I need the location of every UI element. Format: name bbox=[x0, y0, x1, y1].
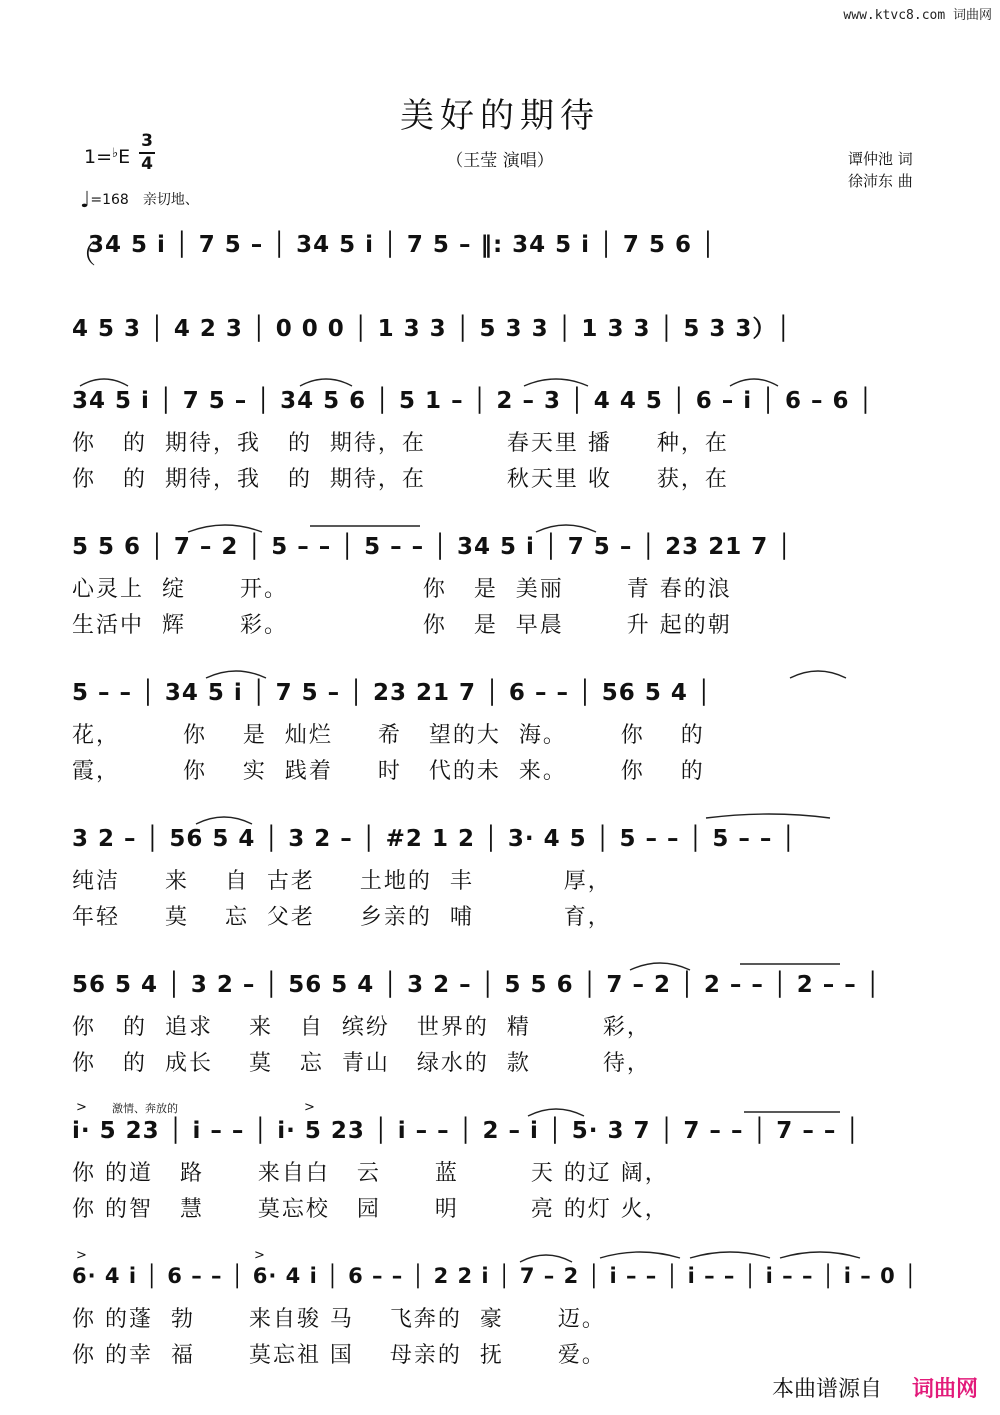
footer-site-link[interactable]: 词曲网 bbox=[911, 1377, 978, 1402]
notes-row-2: 4 5 3 │ 4 2 3 │ 0 0 0 │ 1 3 3 │ 5 3 3 │ 1 3 3 │ 5 3 3）│ bbox=[72, 316, 792, 342]
accent-mark: > bbox=[76, 1100, 87, 1115]
lyric-row-4-verse-1: 心灵上 绽 开。 你 是 美丽 青 春的浪 bbox=[72, 577, 732, 602]
time-signature-bottom: 4 bbox=[141, 154, 153, 174]
notes-row-3: 34 5 i │ 7 5 – │ 34 5 6 │ 5 1 – │ 2 – 3 │ 4 4 5 │ 6 – i │ 6 – 6 │ bbox=[72, 388, 874, 414]
lyric-row-6-verse-2: 年轻 莫 忘 父老 乡亲的 哺 育， bbox=[72, 905, 612, 930]
lyric-row-4-verse-2: 生活中 辉 彩。 你 是 早晨 升 起的朝 bbox=[72, 613, 732, 638]
notes-row-9: 6· 4 i │ 6 – – │ 6· 4 i │ 6 – – │ 2 2 i │ 7 – 2 │ i – – │ i – – │ i – – │ i – 0 │ bbox=[72, 1264, 918, 1288]
lyric-row-5-verse-2: 霞， 你 实 践着 时 代的未 来。 你 的 bbox=[72, 759, 705, 784]
lyric-row-9-verse-2: 你 的幸 福 莫忘祖 国 母亲的 抚 爱。 bbox=[72, 1343, 606, 1368]
footer-source-label: 本曲谱源自 bbox=[771, 1377, 882, 1402]
accent-mark: > bbox=[254, 1248, 265, 1263]
key-prefix: 1= bbox=[84, 146, 113, 168]
song-title: 美好的期待 bbox=[400, 96, 600, 136]
lyric-row-9-verse-1: 你 的蓬 勃 来自骏 马 飞奔的 豪 迈。 bbox=[72, 1307, 606, 1332]
lyric-row-8-verse-1: 你 的道 路 来自白 云 蓝 天 的辽 阔， bbox=[72, 1161, 669, 1186]
lyric-row-7-verse-1: 你 的 追求 来 自 缤纷 世界的 精 彩， bbox=[72, 1015, 651, 1040]
notes-row-5: 5 – – │ 34 5 i │ 7 5 – │ 23 21 7 │ 6 – – │ 56 5 4 │ bbox=[72, 680, 712, 706]
notes-row-4: 5 5 6 │ 7 – 2 │ 5 – – │ 5 – – │ 34 5 i │ 7 5 – │ 23 21 7 │ bbox=[72, 534, 793, 560]
lyric-row-3-verse-2: 你 的 期待，我 的 期待，在 秋天里 收 获，在 bbox=[72, 467, 729, 492]
notes-row-7: 56 5 4 │ 3 2 – │ 56 5 4 │ 3 2 – │ 5 5 6 │ 7 – 2 │ 2 – – │ 2 – – │ bbox=[72, 972, 881, 998]
notes-row-8: i· 5 23 │ i – – │ i· 5 23 │ i – – │ 2 – i │ 5· 3 7 │ 7 – – │ 7 – – │ bbox=[72, 1118, 861, 1144]
intro-paren: （ bbox=[70, 240, 97, 270]
performer: （王莹 演唱） bbox=[446, 151, 554, 171]
lyric-row-5-verse-1: 花， 你 是 灿烂 希 望的大 海。 你 的 bbox=[72, 723, 705, 748]
accent-mark: > bbox=[304, 1100, 315, 1115]
lyric-row-8-verse-2: 你 的智 慧 莫忘校 园 明 亮 的灯 火， bbox=[72, 1197, 669, 1222]
notes-row-1: 34 5 i │ 7 5 – │ 34 5 i │ 7 5 – ‖: 34 5 i │ 7 5 6 │ bbox=[88, 232, 716, 258]
expression-mark: 激情、奔放的 bbox=[112, 1102, 178, 1115]
lyric-row-7-verse-2: 你 的 成长 莫 忘 青山 绿水的 款 待， bbox=[72, 1051, 651, 1076]
flat-sign: ♭ bbox=[112, 146, 119, 161]
quarter-note-icon: ♩ bbox=[80, 188, 91, 213]
lyricist: 谭仲池 词 bbox=[848, 150, 913, 168]
composer: 徐沛东 曲 bbox=[848, 172, 913, 190]
time-signature-top: 3 bbox=[141, 131, 153, 151]
lyric-row-3-verse-1: 你 的 期待，我 的 期待，在 春天里 播 种，在 bbox=[72, 431, 729, 456]
tempo-value: =168 bbox=[90, 192, 129, 208]
key-note: E bbox=[118, 146, 131, 168]
watermark-site-url[interactable]: www.ktvc8.com 词曲网 bbox=[843, 8, 992, 23]
tempo-expression: 亲切地、 bbox=[142, 192, 199, 208]
accent-mark: > bbox=[76, 1248, 87, 1263]
lyric-row-6-verse-1: 纯洁 来 自 古老 土地的 丰 厚， bbox=[72, 869, 612, 894]
notes-row-6: 3 2 – │ 56 5 4 │ 3 2 – │ #2 1 2 │ 3· 4 5 │ 5 – – │ 5 – – │ bbox=[72, 826, 797, 852]
